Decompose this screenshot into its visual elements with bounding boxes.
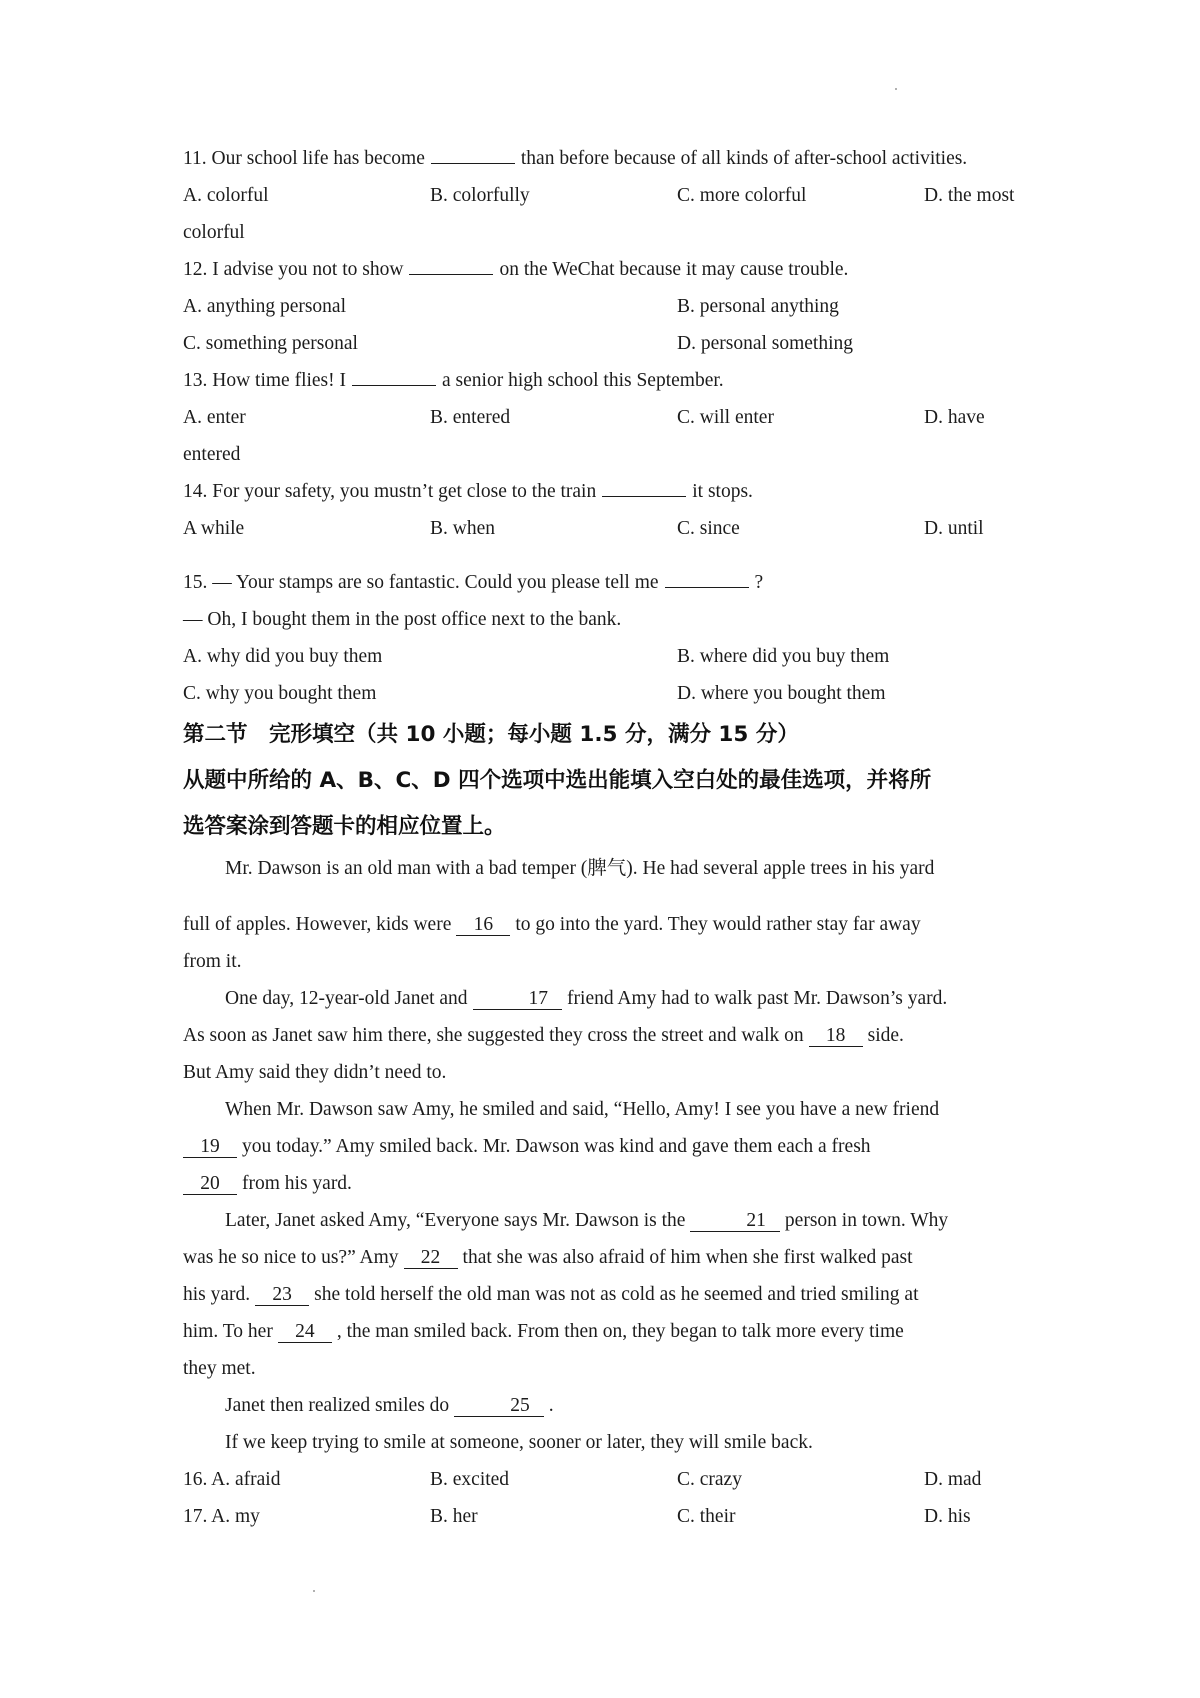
blank-16: 16 (456, 915, 510, 936)
section-title: 第二节 完形填空（共 10 小题；每小题 1.5 分，满分 15 分） (183, 722, 799, 747)
option-a: A. anything personal (183, 296, 347, 317)
passage-p1-line2: full of apples. However, kids were 16 to go into the yard. They would rather stay far away (183, 914, 921, 935)
passage-p3-line2: 19 you today.” Amy smiled back. Mr. Dawson was kind and gave them each a fresh (183, 1128, 1023, 1165)
option-b: B. excited (430, 1469, 510, 1490)
option-a: A. colorful (183, 185, 269, 206)
passage-p6: If we keep trying to smile at someone, sooner or later, they will smile back. (225, 1432, 813, 1453)
option-b: B. colorfully (430, 185, 530, 206)
question-16-options (183, 1461, 1023, 1498)
blank-17: 17 (473, 989, 563, 1010)
blank-25: 25 (454, 1396, 544, 1417)
passage-p4-line5: they met. (183, 1358, 256, 1379)
option-d-wrap: entered (183, 444, 241, 465)
blank-22: 22 (404, 1248, 458, 1269)
option-d: D. his (924, 1506, 971, 1527)
question-12-stem: 12. I advise you not to show on the WeChat because it may cause trouble. (183, 251, 1023, 288)
option-b: B. her (430, 1506, 478, 1527)
option-d: D. personal something (677, 333, 854, 354)
passage-p1-line1: Mr. Dawson is an old man with a bad temper (脾气). He had several apple trees in his yard (225, 858, 935, 879)
option-c: C. crazy (677, 1469, 742, 1490)
blank-20: 20 (183, 1174, 237, 1195)
blank-23: 23 (255, 1285, 309, 1306)
blank-19: 19 (183, 1137, 237, 1158)
question-13-stem: 13. How time flies! I a senior high school this September. (183, 362, 1023, 399)
option-b: B. where did you buy them (677, 646, 890, 667)
question-12-options-row2 (183, 325, 1023, 362)
exam-page (183, 140, 1023, 1535)
scan-speck-top (895, 88, 897, 90)
question-12-options-row1 (183, 288, 1023, 325)
option-a: A while (183, 518, 245, 539)
answer-blank (602, 476, 686, 497)
section-instructions-line1: 从题中所给的 A、B、C、D 四个选项中选出能填入空白处的最佳选项，并将所 (183, 768, 932, 793)
answer-blank (352, 365, 436, 386)
answer-blank (665, 567, 749, 588)
question-14-stem: 14. For your safety, you mustn’t get close to the train it stops. (183, 473, 1023, 510)
option-c: C. more colorful (677, 185, 807, 206)
option-d: D. where you bought them (677, 683, 886, 704)
question-15-stem: 15. — Your stamps are so fantastic. Could you please tell me ? (183, 564, 1023, 601)
question-17-options (183, 1498, 1023, 1535)
option-d: D. mad (924, 1469, 982, 1490)
section-instructions-line2: 选答案涂到答题卡的相应位置上。 (183, 814, 506, 839)
option-c: C. their (677, 1506, 736, 1527)
option-d: D. have (924, 407, 985, 428)
passage-p2-line1: One day, 12-year-old Janet and 17 friend Amy had to walk past Mr. Dawson’s yard. (225, 988, 948, 1009)
option-a: 16. A. afraid (183, 1469, 281, 1490)
option-c: C. why you bought them (183, 683, 377, 704)
scan-speck-bottom (313, 1590, 315, 1592)
question-15-options-row2 (183, 675, 1023, 712)
option-c: C. something personal (183, 333, 358, 354)
option-d: D. the most (924, 185, 1015, 206)
passage-p4-line4: him. To her 24 , the man smiled back. From then on, they began to talk more every time (183, 1321, 904, 1342)
question-11-options (183, 177, 1023, 214)
answer-blank (431, 143, 515, 164)
option-a: A. enter (183, 407, 246, 428)
question-14-options (183, 510, 1023, 547)
option-b: B. entered (430, 407, 511, 428)
question-13-options (183, 399, 1023, 436)
passage-p2-line2: As soon as Janet saw him there, she suggested they cross the street and walk on 18 side. (183, 1025, 904, 1046)
passage-p5: Janet then realized smiles do 25 . (225, 1395, 554, 1416)
question-15-options-row1 (183, 638, 1023, 675)
option-a: 17. A. my (183, 1506, 260, 1527)
passage-p2-line3: But Amy said they didn’t need to. (183, 1062, 447, 1083)
option-c: C. since (677, 518, 740, 539)
option-b: B. when (430, 518, 495, 539)
blank-18: 18 (809, 1026, 863, 1047)
option-a: A. why did you buy them (183, 646, 383, 667)
passage-p1-line3: from it. (183, 951, 242, 972)
passage-p3-line1: When Mr. Dawson saw Amy, he smiled and said, “Hello, Amy! I see you have a new friend (225, 1099, 940, 1120)
option-d-wrap: colorful (183, 222, 245, 243)
question-11-stem: 11. Our school life has become than before because of all kinds of after-school activities. (183, 140, 1023, 177)
blank-21: 21 (690, 1211, 780, 1232)
passage-p4-line3: his yard. 23 she told herself the old man was not as cold as he seemed and tried smiling at (183, 1284, 919, 1305)
passage-p4-line2: was he so nice to us?” Amy 22 that she was also afraid of him when she first walked past (183, 1247, 913, 1268)
question-15-reply: — Oh, I bought them in the post office next to the bank. (183, 609, 622, 630)
passage-p3-line3: 20 from his yard. (183, 1165, 1023, 1202)
option-b: B. personal anything (677, 296, 839, 317)
answer-blank (409, 254, 493, 275)
option-c: C. will enter (677, 407, 774, 428)
blank-24: 24 (278, 1322, 332, 1343)
passage-p4-line1: Later, Janet asked Amy, “Everyone says Mr. Dawson is the 21 person in town. Why (225, 1210, 949, 1231)
option-d: D. until (924, 518, 984, 539)
